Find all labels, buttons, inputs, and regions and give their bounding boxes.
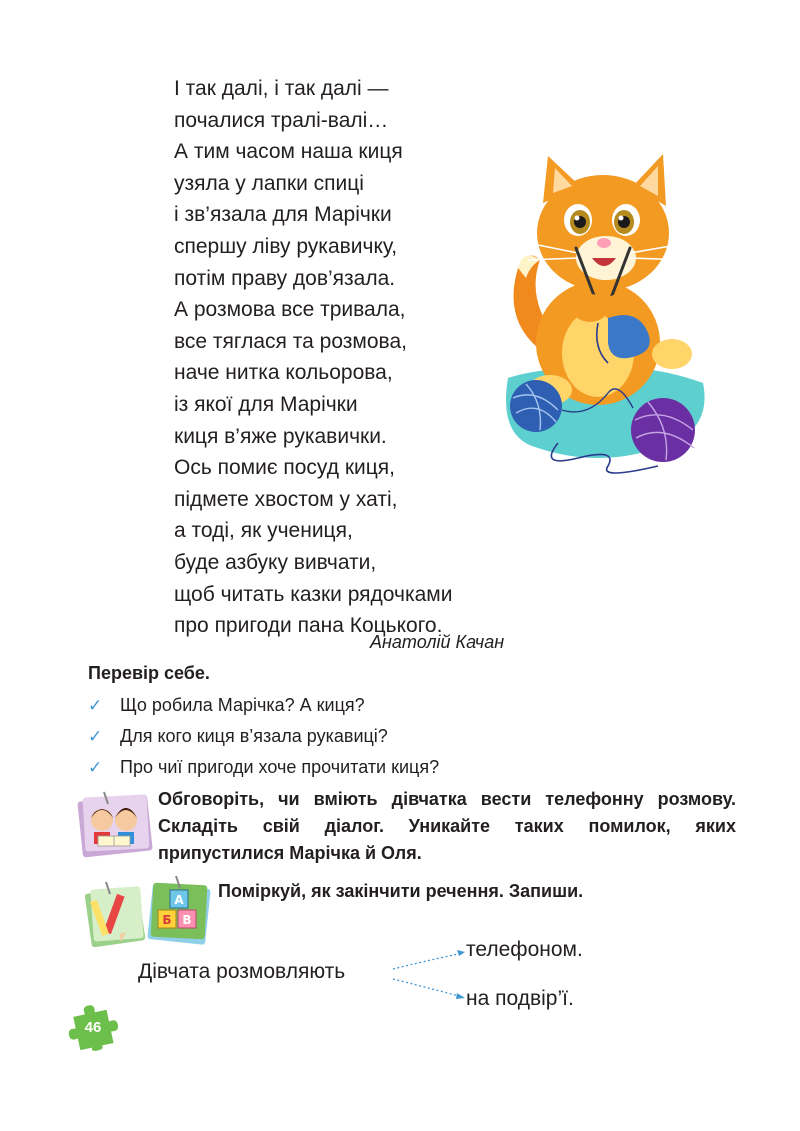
poem-line: Ось помиє посуд киця, — [174, 456, 395, 480]
question-text: Про чиї пригоди хоче прочитати киця? — [120, 757, 440, 777]
poem-line: із якої для Марічки — [174, 392, 358, 416]
sentence-ending-option: на подвір’ї. — [466, 987, 574, 1010]
svg-text:Б: Б — [162, 913, 172, 927]
svg-text:В: В — [182, 913, 192, 927]
question-text: Що робила Марічка? А киця? — [120, 695, 365, 715]
complete-sentence-task: Поміркуй, як закінчити речення. Запиши. — [218, 881, 584, 901]
alphabet-blocks-icon — [146, 876, 212, 946]
sentence-ending-option: телефоном. — [466, 938, 583, 961]
question-item — [88, 721, 439, 752]
question-item — [88, 690, 439, 721]
svg-text:А: А — [174, 893, 184, 907]
poem-line: наче нитка кольорова, — [174, 361, 393, 385]
dotted-arrows — [385, 945, 470, 1010]
poem-line: підмете хвостом у хаті, — [174, 487, 398, 511]
check-mark-icon: ✓ — [88, 727, 103, 746]
poem-line: потім праву дов’язала. — [174, 266, 396, 290]
poem-text — [174, 73, 452, 642]
poem-line: узяла у лапки спиці — [174, 171, 364, 195]
poem-line: А тим часом наша киця — [174, 140, 403, 164]
check-mark-icon: ✓ — [88, 758, 103, 777]
poem-line: а тоді, як учениця, — [174, 519, 353, 543]
check-mark-icon: ✓ — [88, 696, 103, 715]
kitten-knitting-illustration — [498, 148, 723, 488]
question-item — [88, 752, 439, 783]
pencil-ruler-icon — [84, 880, 146, 948]
poem-line: А розмова все тривала, — [174, 298, 406, 322]
poem-line: і зв’язала для Марічки — [174, 203, 392, 227]
poem-line: все тяглася та розмова, — [174, 329, 407, 353]
poem-author: Анатолій Качан — [370, 632, 505, 652]
poem-line: почалися тралі-валі… — [174, 108, 389, 132]
question-list — [88, 690, 439, 783]
poem-line: І так далі, і так далі — — [174, 77, 389, 100]
children-reading-icon — [74, 790, 156, 858]
poem-line: буде азбуку вивчати, — [174, 550, 377, 574]
check-yourself-title: Перевір себе. — [88, 663, 210, 683]
poem-line: киця в’яже рукавички. — [174, 424, 387, 448]
poem-line: щоб читать казки рядочками — [174, 582, 453, 606]
poem-line: спершу ліву рукавичку, — [174, 234, 398, 258]
page-number: 46 — [84, 1019, 102, 1036]
poem-line: про пригоди пана Коцького. — [174, 614, 443, 638]
discussion-task: Обговоріть, чи вміють дівчатка вести телефонну розмову. Складіть свій діалог. Уникайте таких помилок, яких припустилися Марічка й Оля. — [158, 789, 736, 863]
question-text: Для кого киця в’язала рукавиці? — [120, 726, 388, 746]
sentence-start: Дівчата розмовляють — [138, 960, 346, 983]
